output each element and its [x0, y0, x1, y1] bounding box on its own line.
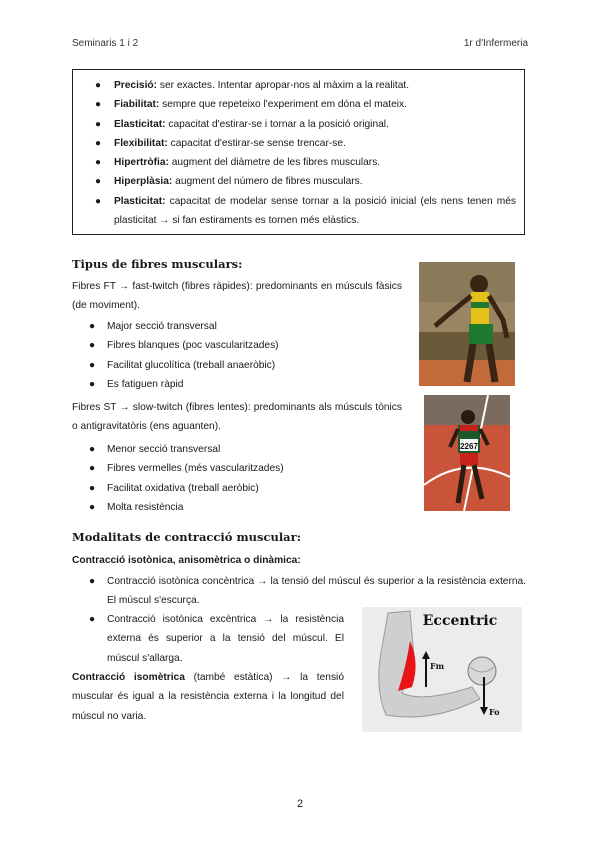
- bullet: ●: [89, 444, 96, 455]
- bullet: ●: [89, 340, 96, 352]
- diagram-title: Eccentric: [422, 613, 498, 629]
- definition-term: Hipertròfia:: [114, 157, 169, 169]
- bullet: ●: [95, 176, 102, 188]
- bullet: ●: [95, 195, 102, 207]
- runner-bib-number: 2267: [460, 442, 478, 451]
- bullet: ●: [89, 501, 96, 513]
- bullet: ●: [89, 359, 96, 371]
- definition-item: [73, 192, 524, 231]
- definition-term: Plasticitat:: [114, 195, 166, 207]
- definition-item: [73, 95, 524, 114]
- ft-intro: Fibres FT → fast-twitch (fibres ràpides): predominants en músculs fàsics (de moviment).: [72, 281, 402, 312]
- bullet: ●: [89, 463, 96, 475]
- definition-item: [73, 153, 524, 172]
- definition-text: augment del número de fibres musculars.: [172, 176, 363, 188]
- st-item: [72, 498, 284, 517]
- bullet: ●: [89, 378, 96, 390]
- isotonic-subtitle: Contracció isotònica, anisomètrica o dinàmica:: [72, 555, 301, 566]
- bullet: ●: [95, 80, 102, 91]
- runner-photo: [424, 395, 510, 511]
- eccentric-item: ● Contracció isotònica excèntrica → la resistència externa és superior a la tensió del múscul. El múscul s'allarga.: [89, 614, 344, 664]
- bullet: ●: [95, 137, 102, 149]
- bullet: ●: [89, 321, 96, 332]
- fm-label: Fm: [430, 661, 445, 671]
- fo-label: Fo: [489, 707, 500, 717]
- definition-item: [73, 76, 524, 95]
- definition-item: [73, 172, 524, 191]
- definitions-list: [73, 76, 524, 230]
- ft-item-text: Fibres blanques (poc vascularitzades): [107, 340, 279, 352]
- definition-text: ser exactes. Intentar apropar-nos al màxim a la realitat.: [157, 80, 410, 91]
- st-item: [72, 479, 284, 498]
- ft-list: [72, 317, 279, 394]
- sprinter-photo: [419, 262, 515, 386]
- concentric-item: ● Contracció isotònica concèntrica → la tensió del múscul és superior a la resistència externa. El múscul s'escurça.: [89, 576, 526, 607]
- header-right: 1r d'Infermeria: [463, 38, 528, 49]
- ft-item-text: Major secció transversal: [107, 321, 217, 332]
- definition-term: Hiperplàsia:: [114, 176, 173, 188]
- ft-item: [72, 336, 279, 355]
- st-list: [72, 440, 284, 517]
- st-item-text: Fibres vermelles (més vascularitzades): [107, 463, 284, 475]
- st-item: [72, 459, 284, 478]
- st-item-text: Menor secció transversal: [107, 444, 221, 455]
- st-item-text: Molta resistència: [107, 501, 184, 513]
- page-number: 2: [296, 798, 304, 810]
- definition-text: augment del diàmetre de les fibres musculars.: [168, 157, 381, 169]
- st-item: [72, 440, 284, 459]
- definition-text: capacitat d'estirar-se i tornar a la posició original.: [165, 118, 389, 130]
- definition-text: capacitat d'estirar-se sense trencar-se.: [167, 137, 346, 149]
- ft-item: [72, 356, 279, 375]
- definition-text: capacitat de modelar sense tornar a la posició inicial (els nens tenen més plasticitat → si fan estiraments es tornen més elàstics.: [114, 195, 516, 227]
- definition-text: sempre que repeteixo l'experiment em dóna el mateix.: [159, 99, 407, 111]
- definition-item: [73, 115, 524, 134]
- eccentric-diagram: [362, 607, 522, 732]
- definition-term: Flexibilitat:: [114, 137, 168, 149]
- ft-item-text: Facilitat glucolítica (treball anaeròbic): [107, 359, 276, 371]
- definition-term: Precisió:: [114, 80, 158, 91]
- bullet: ●: [95, 157, 102, 169]
- isometric-paragraph: Contracció isomètrica (també estàtica) → la tensió muscular és igual a la resistència externa i la longitud del múscul no varia.: [72, 672, 344, 722]
- ft-item: [72, 375, 279, 394]
- definition-term: Elasticitat:: [114, 118, 166, 130]
- ft-item: [72, 317, 279, 336]
- bullet: ●: [95, 118, 102, 130]
- section-title-contraccio: Modalitats de contracció muscular:: [72, 530, 301, 544]
- definition-item: [73, 134, 524, 153]
- definition-term: Fiabilitat:: [114, 99, 160, 111]
- st-intro: Fibres ST → slow-twitch (fibres lentes): predominants als músculs tònics o antigravitatòris (ens aguanten).: [72, 402, 402, 433]
- bullet: ●: [95, 99, 102, 111]
- bullet: ●: [89, 482, 96, 494]
- ft-item-text: Es fatiguen ràpid: [107, 378, 184, 390]
- header-left: Seminaris 1 i 2: [72, 38, 139, 49]
- section-title-fibres: Tipus de fibres musculars:: [72, 257, 243, 271]
- st-item-text: Facilitat oxidativa (treball aeròbic): [107, 482, 259, 494]
- definitions-box: [72, 69, 525, 235]
- isometric-term: Contracció isomètrica: [72, 672, 185, 683]
